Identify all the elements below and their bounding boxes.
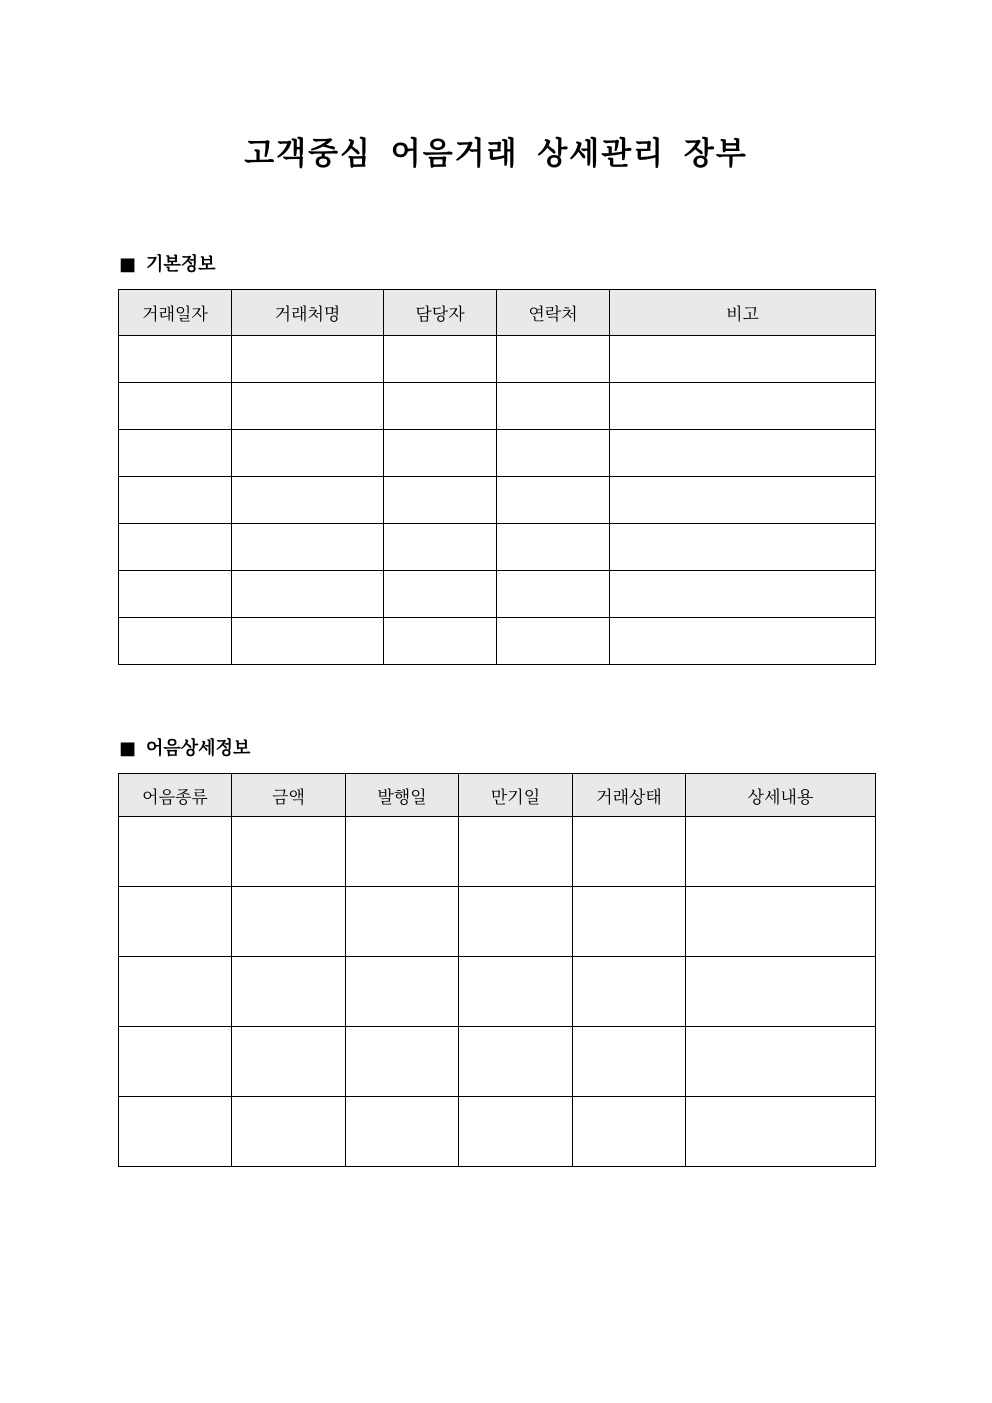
table-cell[interactable] — [459, 1027, 573, 1097]
table-cell[interactable] — [119, 957, 232, 1027]
table-cell[interactable] — [232, 524, 384, 571]
table-cell[interactable] — [573, 887, 686, 957]
table-cell[interactable] — [232, 336, 384, 383]
table-cell[interactable] — [232, 1097, 346, 1167]
table-row — [119, 957, 876, 1027]
table-cell[interactable] — [686, 887, 876, 957]
column-header-client-name: 거래처명 — [232, 290, 384, 336]
table-cell[interactable] — [573, 1097, 686, 1167]
column-header-amount: 금액 — [232, 774, 346, 817]
column-header-manager: 담당자 — [384, 290, 497, 336]
table-cell[interactable] — [346, 1097, 459, 1167]
table-cell[interactable] — [686, 1097, 876, 1167]
table-cell[interactable] — [232, 477, 384, 524]
document-title: 고객중심 어음거래 상세관리 장부 — [244, 136, 748, 172]
table-cell[interactable] — [573, 1027, 686, 1097]
column-header-bill-type: 어음종류 — [119, 774, 232, 817]
table-cell[interactable] — [610, 383, 876, 430]
column-header-details: 상세내용 — [686, 774, 876, 817]
table-cell[interactable] — [610, 477, 876, 524]
table-row — [119, 477, 876, 524]
table-cell[interactable] — [232, 618, 384, 665]
table-row — [119, 383, 876, 430]
square-bullet-icon: ■ — [119, 738, 137, 759]
column-header-contact: 연락처 — [497, 290, 610, 336]
table-cell[interactable] — [459, 1097, 573, 1167]
table-cell[interactable] — [497, 477, 610, 524]
column-header-due-date: 만기일 — [459, 774, 573, 817]
table-cell[interactable] — [497, 524, 610, 571]
table-cell[interactable] — [610, 618, 876, 665]
table-cell[interactable] — [346, 817, 459, 887]
basic-info-header-row — [119, 290, 876, 336]
table-cell[interactable] — [119, 817, 232, 887]
table-cell[interactable] — [384, 336, 497, 383]
table-row — [119, 571, 876, 618]
table-cell[interactable] — [573, 957, 686, 1027]
table-cell[interactable] — [573, 817, 686, 887]
bill-details-heading — [119, 737, 250, 761]
table-cell[interactable] — [346, 887, 459, 957]
table-cell[interactable] — [497, 383, 610, 430]
table-cell[interactable] — [346, 957, 459, 1027]
basic-info-heading — [119, 253, 216, 277]
table-cell[interactable] — [232, 957, 346, 1027]
column-header-transaction-status: 거래상태 — [573, 774, 686, 817]
table-cell[interactable] — [686, 817, 876, 887]
table-row — [119, 524, 876, 571]
column-header-issue-date: 발행일 — [346, 774, 459, 817]
basic-info-table — [118, 289, 876, 665]
table-cell[interactable] — [686, 1027, 876, 1097]
table-cell[interactable] — [119, 571, 232, 618]
table-cell[interactable] — [610, 430, 876, 477]
table-cell[interactable] — [119, 430, 232, 477]
table-cell[interactable] — [232, 887, 346, 957]
table-row — [119, 1027, 876, 1097]
table-cell[interactable] — [384, 524, 497, 571]
bill-details-table — [118, 773, 876, 1167]
table-cell[interactable] — [384, 477, 497, 524]
table-cell[interactable] — [497, 336, 610, 383]
table-cell[interactable] — [346, 1027, 459, 1097]
table-cell[interactable] — [384, 618, 497, 665]
table-cell[interactable] — [497, 618, 610, 665]
table-cell[interactable] — [119, 887, 232, 957]
table-cell[interactable] — [119, 477, 232, 524]
table-cell[interactable] — [610, 336, 876, 383]
table-cell[interactable] — [459, 817, 573, 887]
column-header-remarks: 비고 — [610, 290, 876, 336]
table-row — [119, 817, 876, 887]
table-cell[interactable] — [119, 383, 232, 430]
table-row — [119, 430, 876, 477]
table-cell[interactable] — [384, 571, 497, 618]
table-cell[interactable] — [384, 383, 497, 430]
basic-info-heading-label: 기본정보 — [146, 254, 216, 275]
table-cell[interactable] — [232, 383, 384, 430]
table-row — [119, 618, 876, 665]
table-cell[interactable] — [686, 957, 876, 1027]
table-cell[interactable] — [497, 430, 610, 477]
table-cell[interactable] — [119, 1097, 232, 1167]
table-cell[interactable] — [232, 430, 384, 477]
table-cell[interactable] — [384, 430, 497, 477]
table-cell[interactable] — [610, 524, 876, 571]
table-cell[interactable] — [497, 571, 610, 618]
bill-details-header-row — [119, 774, 876, 817]
table-cell[interactable] — [119, 1027, 232, 1097]
column-header-transaction-date: 거래일자 — [119, 290, 232, 336]
table-row — [119, 336, 876, 383]
square-bullet-icon: ■ — [119, 254, 137, 275]
table-cell[interactable] — [459, 957, 573, 1027]
table-cell[interactable] — [119, 618, 232, 665]
table-cell[interactable] — [459, 887, 573, 957]
table-cell[interactable] — [232, 571, 384, 618]
bill-details-heading-label: 어음상세정보 — [146, 738, 251, 759]
table-row — [119, 887, 876, 957]
table-cell[interactable] — [232, 817, 346, 887]
table-cell[interactable] — [232, 1027, 346, 1097]
table-row — [119, 1097, 876, 1167]
table-cell[interactable] — [610, 571, 876, 618]
table-cell[interactable] — [119, 524, 232, 571]
table-cell[interactable] — [119, 336, 232, 383]
